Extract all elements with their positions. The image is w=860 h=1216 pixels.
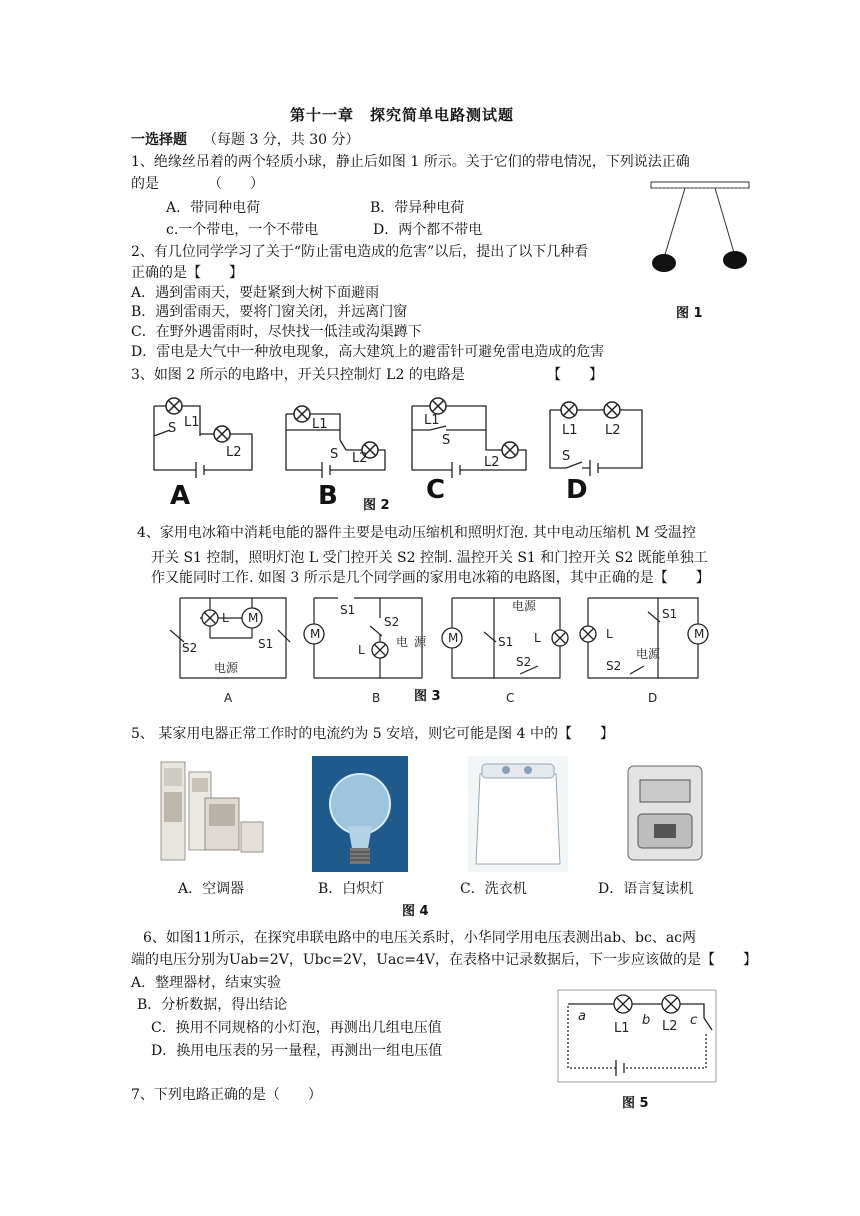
photo-incandescent-bulb (312, 756, 408, 872)
fig5-point-b: b (642, 1013, 651, 1028)
q1-stem-line2: 的是 （ ） (131, 176, 264, 192)
q5-stem: 5、 某家用电器正常工作时的电流约为 5 安培，则它可能是图 4 中的【 】 (131, 726, 614, 742)
fig2-c-l1-label: L1 (424, 413, 440, 428)
fig3-d-s2-label: S2 (606, 659, 622, 673)
q6-stem-line2: 端的电压分别为Uab=2V，Ubc=2V，Uac=4V，在表格中记录数据后，下一步应该做的是【 】 (131, 952, 757, 968)
q1-stem-line1: 1、绝缘丝吊着的两个轻质小球，静止后如图 1 所示。关于它们的带电情况，下列说法正确 (131, 154, 690, 170)
q2-option-a: A．遇到雷雨天，要赶紧到大树下面避雨 (131, 285, 380, 301)
fig2-d-s-label: S (562, 449, 571, 464)
figure-5-caption: 图 5 (622, 1096, 649, 1111)
q4-stem-line1: 4、家用电冰箱中消耗电能的器件主要是电动压缩机和照明灯泡. 其中电动压缩机 M 受温控 (137, 525, 697, 541)
section-label: 一选择题 (131, 132, 187, 148)
fig5-l2-label: L2 (662, 1019, 678, 1034)
q1-option-a: A．带同种电荷 (166, 200, 261, 216)
fig3-b-m-label: M (310, 627, 321, 641)
fig3-letter-d: D (648, 691, 658, 705)
q2-option-c: C．在野外遇雷雨时，尽快找一低洼或沟渠蹲下 (131, 324, 422, 340)
fig2-b-l1-label: L1 (312, 417, 328, 432)
fig2-a-s-label: S (168, 421, 177, 436)
fig2-letter-c: C (426, 475, 446, 505)
fig3-d-s1-label: S1 (662, 607, 678, 621)
q4-stem-line3: 作又能同时工作. 如图 3 所示是几个同学画的家用电冰箱的电路图，其中正确的是【 】 (151, 570, 710, 586)
fig3-a-s1-label: S1 (258, 637, 274, 651)
q4-stem-line2: 开关 S1 控制，照明灯泡 L 受门控开关 S2 控制. 温控开关 S1 和门控开关 S2 既能单独工 (151, 550, 708, 566)
fig3-c-l-label: L (534, 631, 541, 645)
photo-language-repeater (620, 758, 710, 866)
fig3-c-m-label: M (448, 631, 459, 645)
fig5-l1-label: L1 (614, 1021, 630, 1036)
q6-option-c: C．换用不同规格的小灯泡，再测出几组电压值 (151, 1020, 442, 1036)
fig2-letter-a: A (170, 481, 191, 511)
fig3-d-m-label: M (694, 627, 705, 641)
q6-option-b: B．分析数据，得出结论 (137, 997, 288, 1013)
q3-bracket: 【 】 (547, 367, 603, 383)
fig3-a-m-label: M (248, 611, 259, 625)
figure-1-hanging-balls (645, 180, 755, 290)
q1-option-b: B．带异种电荷 (370, 200, 465, 216)
fig2-d-l1-label: L1 (562, 423, 578, 438)
fig3-b-power-part1: 电 (396, 635, 409, 649)
photo-air-conditioner (155, 758, 267, 864)
fig3-c-s2-label: S2 (516, 655, 532, 669)
q2-stem-line1: 2、有几位同学学习了关于“防止雷电造成的危害”以后，提出了以下几种看 (131, 244, 589, 260)
fig3-c-s1-label: S1 (498, 635, 514, 649)
fig5-point-a: a (578, 1009, 586, 1024)
fig2-letter-d: D (566, 475, 588, 505)
q3-stem: 3、如图 2 所示的电路中，开关只控制灯 L2 的电路是 (131, 367, 465, 383)
fig2-d-l2-label: L2 (605, 423, 621, 438)
q6-stem-line1: 6、如图11所示，在探究串联电路中的电压关系时，小华同学用电压表测出ab、bc、ac两 (143, 930, 697, 946)
q7-stem: 7、下列电路正确的是（ ） (131, 1087, 322, 1103)
q6-option-d: D．换用电压表的另一量程，再测出一组电压值 (151, 1043, 443, 1059)
figure-2-circuits (140, 390, 660, 515)
fig2-a-l2-label: L2 (226, 445, 242, 460)
fig3-letter-a: A (224, 691, 233, 705)
fig2-b-l2-label: L2 (352, 451, 368, 466)
q6-option-a: A．整理器材，结束实验 (131, 975, 282, 991)
q1-option-c: c.一个带电，一个不带电 (166, 222, 319, 238)
fig3-b-s2-label: S2 (384, 615, 400, 629)
q2-option-d: D．雷电是大气中一种放电现象，高大建筑上的避雷针可避免雷电造成的危害 (131, 344, 605, 360)
fig3-a-power-label: 电源 (214, 661, 239, 675)
figure-1-caption: 图 1 (676, 306, 703, 321)
q2-stem-line2: 正确的是【 】 (131, 265, 243, 281)
fig2-c-l2-label: L2 (484, 455, 500, 470)
page-title: 第十一章 探究简单电路测试题 (290, 106, 515, 124)
section-note: （每题 3 分，共 30 分） (203, 132, 360, 148)
fig3-d-power-label: 电源 (636, 647, 661, 661)
figure-2-caption: 图 2 (363, 498, 390, 513)
fig2-b-s-label: S (330, 447, 339, 462)
q5-label-a: A．空调器 (178, 881, 245, 897)
fig3-d-l-label: L (606, 627, 613, 641)
q5-label-d: D．语言复读机 (598, 881, 694, 897)
fig3-a-l-label: L (222, 611, 229, 625)
q5-label-b: B．白炽灯 (318, 881, 385, 897)
q1-option-d: D．两个都不带电 (373, 222, 483, 238)
fig3-b-s1-label: S1 (340, 603, 356, 617)
q5-label-c: C．洗衣机 (460, 881, 527, 897)
figure-5-series-circuit (558, 990, 718, 1084)
fig3-b-power-part2: 源 (414, 635, 427, 649)
fig5-point-c: c (690, 1013, 698, 1028)
fig3-c-power-label: 电源 (512, 599, 537, 613)
figure-4-caption: 图 4 (402, 904, 429, 919)
photo-washing-machine (468, 756, 568, 872)
fig2-c-s-label: S (442, 433, 451, 448)
fig3-letter-c: C (506, 691, 515, 705)
q2-option-b: B．遇到雷雨天，要将门窗关闭，并远离门窗 (131, 304, 408, 320)
figure-3-caption: 图 3 (414, 689, 441, 704)
fig2-a-l1-label: L1 (184, 415, 200, 430)
fig2-letter-b: B (318, 481, 338, 511)
fig3-letter-b: B (372, 691, 381, 705)
fig3-a-s2-label: S2 (182, 641, 198, 655)
fig3-b-l-label: L (358, 643, 365, 657)
